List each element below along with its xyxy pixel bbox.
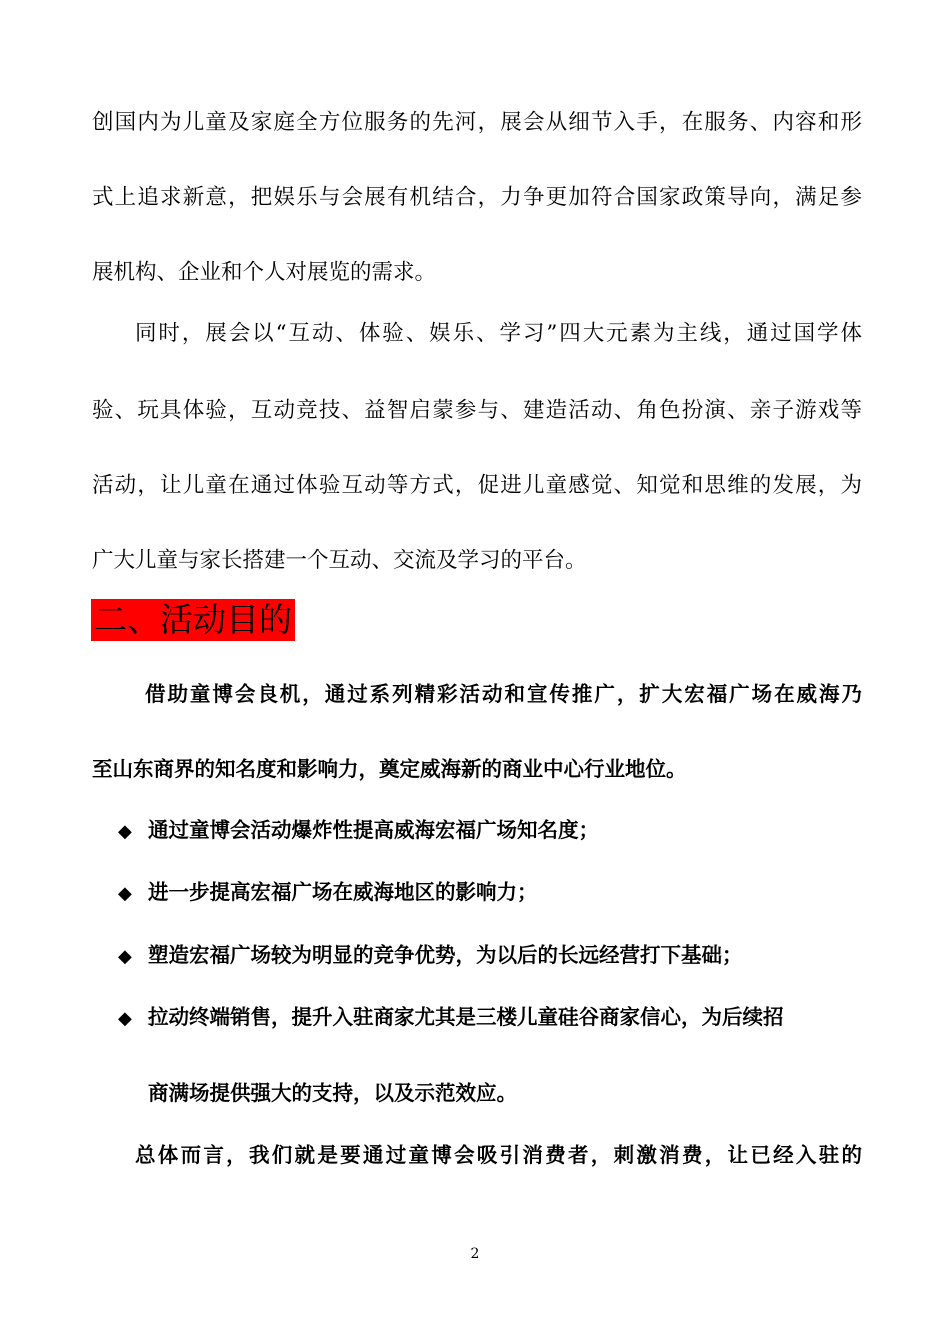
page-number: 2	[470, 1246, 480, 1262]
bullet-item	[118, 877, 863, 909]
objective-text-line: 至山东商界的知名度和影响力，奠定威海新的商业中心行业地位。	[92, 757, 687, 781]
bullet-item	[118, 815, 863, 847]
bullet-text: 进一步提高宏福广场在威海地区的影响力；	[148, 880, 538, 904]
body-text-line: 同时，展会以“互动、体验、娱乐、学习”四大元素为主线，通过国学体	[135, 321, 862, 346]
body-text-line: 展机构、企业和个人对展览的需求。	[92, 260, 437, 285]
bullet-continuation: 商满场提供强大的支持，以及示范效应。	[148, 1081, 517, 1105]
section-heading: 二、活动目的	[91, 599, 295, 641]
body-text-line: 活动，让儿童在通过体验互动等方式，促进儿童感觉、知觉和思维的发展，为	[92, 473, 862, 498]
diamond-bullet-icon: ◆	[118, 821, 132, 842]
diamond-bullet-icon: ◆	[118, 883, 132, 904]
body-text-line: 广大儿童与家长搭建一个互动、交流及学习的平台。	[92, 548, 587, 573]
bullet-item	[118, 940, 863, 972]
bullet-item	[118, 1002, 863, 1034]
body-text-line: 验、玩具体验，互动竞技、益智启蒙参与、建造活动、角色扮演、亲子游戏等	[92, 398, 862, 423]
bullet-text: 拉动终端销售，提升入驻商家尤其是三楼儿童硅谷商家信心，为后续招	[148, 1005, 784, 1029]
bullet-text: 塑造宏福广场较为明显的竞争优势，为以后的长远经营打下基础；	[148, 943, 743, 967]
summary-text-line: 总体而言，我们就是要通过童博会吸引消费者，刺激消费，让已经入驻的	[135, 1143, 862, 1167]
body-text-line: 创国内为儿童及家庭全方位服务的先河，展会从细节入手，在服务、内容和形	[92, 110, 862, 135]
objective-text-line: 借助童博会良机，通过系列精彩活动和宣传推广，扩大宏福广场在威海乃	[145, 682, 862, 706]
bullet-text: 通过童博会活动爆炸性提高威海宏福广场知名度；	[148, 818, 599, 842]
diamond-bullet-icon: ◆	[118, 1008, 132, 1029]
body-text-line: 式上追求新意，把娱乐与会展有机结合，力争更加符合国家政策导向，满足参	[92, 185, 862, 210]
diamond-bullet-icon: ◆	[118, 946, 132, 967]
